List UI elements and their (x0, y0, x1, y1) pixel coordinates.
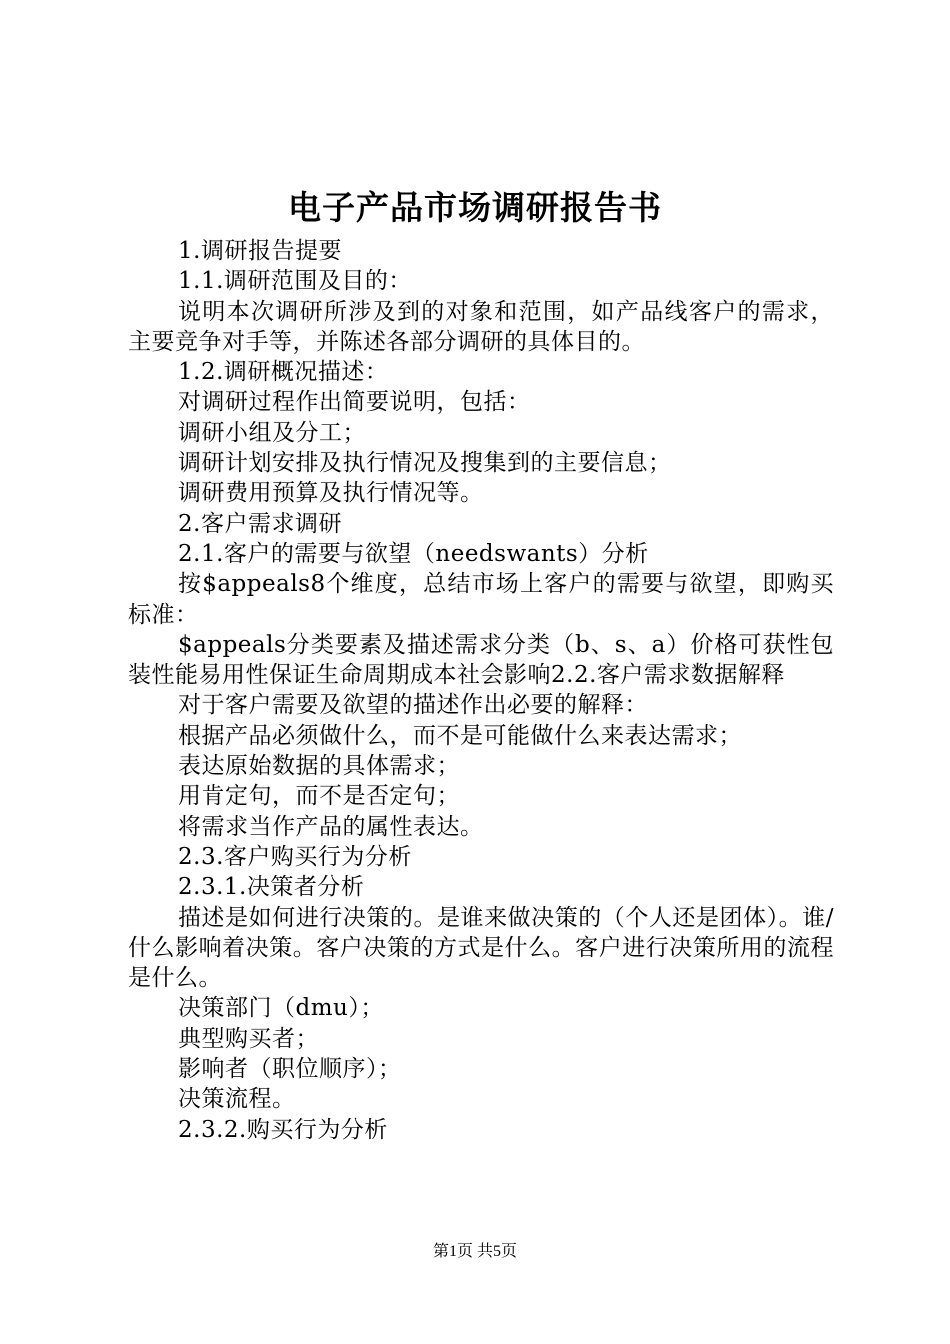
paragraph: 2.1.客户的需要与欲望（needswants）分析 (178, 540, 649, 567)
page-footer: 第1页 共5页 (432, 1243, 517, 1260)
paragraph: 用肯定句，而不是否定句； (178, 783, 460, 810)
paragraph: 典型购买者； (178, 1025, 319, 1052)
paragraph: 1.2.调研概况描述： (178, 359, 389, 386)
paragraph: 2.3.客户购买行为分析 (178, 843, 412, 870)
paragraph: 2.3.2.购买行为分析 (178, 1116, 388, 1143)
paragraph: 表达原始数据的具体需求； (178, 753, 460, 780)
paragraph: 说明本次调研所涉及到的对象和范围，如产品线客户的需求，主要竞争对手等，并陈述各部分调研的具体目的。 (128, 298, 834, 355)
document-body (128, 236, 834, 1145)
paragraph: 影响者（职位顺序）； (178, 1056, 402, 1083)
paragraph: 决策流程。 (178, 1086, 296, 1113)
document-title: 电子产品市场调研报告书 (288, 188, 662, 227)
paragraph: 对于客户需要及欲望的描述作出必要的解释： (178, 692, 648, 719)
paragraph: 根据产品必须做什么，而不是可能做什么来表达需求； (178, 722, 742, 749)
paragraph: 2.客户需求调研 (178, 510, 342, 537)
paragraph: 1.调研报告提要 (178, 238, 342, 264)
paragraph: 调研费用预算及执行情况等。 (178, 480, 484, 507)
paragraph: 描述是如何进行决策的。是谁来做决策的（个人还是团体）。谁/什么影响着决策。客户决策的方式是什么。客户进行决策所用的流程是什么。 (128, 904, 834, 992)
paragraph: 对调研过程作出简要说明，包括： (178, 389, 531, 416)
paragraph: 将需求当作产品的属性表达。 (178, 813, 484, 840)
paragraph: $appeals分类要素及描述需求分类（b、s、a）价格可获性包装性能易用性保证生命周期成本社会影响2.2.客户需求数据解释 (128, 631, 834, 689)
paragraph: 2.3.1.决策者分析 (178, 874, 365, 901)
paragraph: 决策部门（dmu）； (178, 995, 384, 1022)
paragraph: 调研小组及分工； (178, 419, 366, 446)
paragraph: 1.1.调研范围及目的： (178, 268, 412, 295)
paragraph: 按$appeals8个维度，总结市场上客户的需要与欲望，即购买标准： (128, 571, 834, 628)
paragraph: 调研计划安排及执行情况及搜集到的主要信息； (178, 450, 672, 477)
